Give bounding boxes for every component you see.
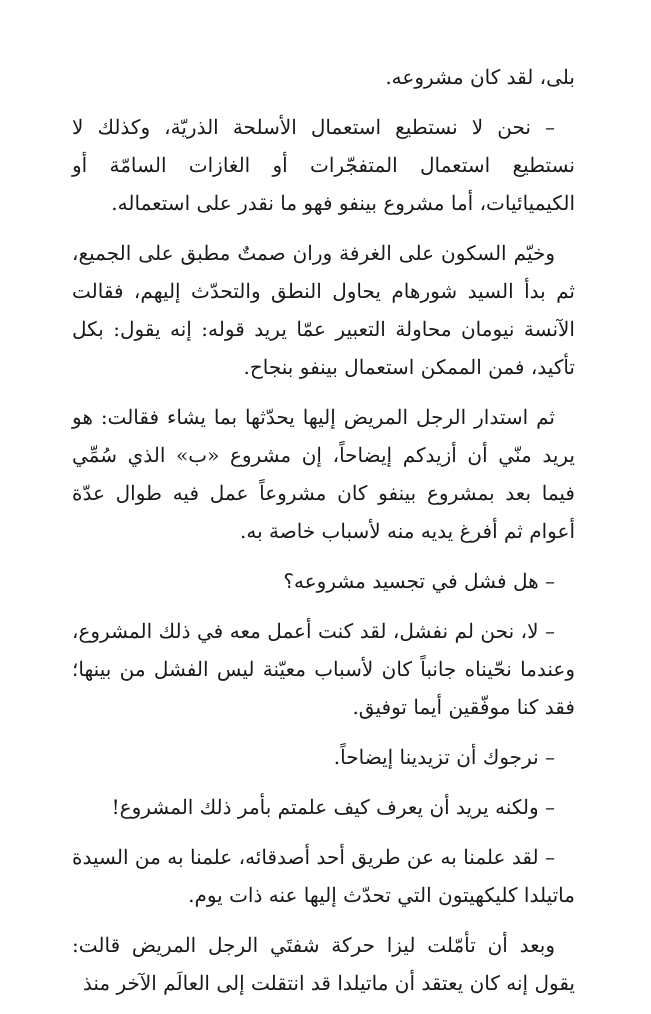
- paragraph-10: وبعد أن تأمّلت ليزا حركة شفتَي الرجل المريض قالت: يقول إنه كان يعتقد أن ماتيلدا قد انتقلت إلى العالَم الآخر منذ: [72, 933, 575, 995]
- paragraph-4: ثم استدار الرجل المريض إليها يحدّثها بما يشاء فقالت: هو يريد منّي أن أزيدكم إيضاحاً، إن مشروع «ب» الذي سُمِّي فيما بعد بمشروع بينفو كان مشروعاً عمل فيه طوال عدّة أعوام ثم أفرغ يديه منه لأسباب خاصة به.: [72, 405, 575, 543]
- paragraph-9: – لقد علمنا به عن طريق أحد أصدقائه، علمنا به من السيدة ماتيلدا كليكهيتون التي تحدّث إليها عنه ذات يوم.: [72, 845, 575, 907]
- paragraph-5: – هل فشل في تجسيد مشروعه؟: [283, 569, 555, 593]
- paragraph-7: – نرجوك أن تزيدينا إيضاحاً.: [333, 745, 555, 769]
- paragraph-2: – نحن لا نستطيع استعمال الأسلحة الذريّة، وكذلك لا نستطيع استعمال المتفجّرات أو الغازات السامّة أو الكيميائيات، أما مشروع بينفو فهو ما نقدر على استعماله.: [72, 115, 575, 215]
- paragraph-1: بلى، لقد كان مشروعه.: [385, 65, 575, 89]
- paragraph-3: وخيّم السكون على الغرفة وران صمتٌ مطبق على الجميع، ثم بدأ السيد شورهام يحاول النطق والتحدّث إليهم، فقالت الآنسة نيومان محاولة التعبير عمّا يريد قوله: إنه يقول: بكل تأكيد، فمن الممكن استعمال بينفو بنجاح.: [72, 241, 575, 379]
- paragraph-8: – ولكنه يريد أن يعرف كيف علمتم بأمر ذلك المشروع!: [111, 795, 555, 819]
- text-column: [72, 58, 575, 1014]
- paragraph-6: – لا، نحن لم نفشل، لقد كنت أعمل معه في ذلك المشروع، وعندما نحّيناه جانباً كان لأسباب معيّنة ليس الفشل من بينها؛ فقد كنا موفّقين أيما توفيق.: [72, 619, 575, 719]
